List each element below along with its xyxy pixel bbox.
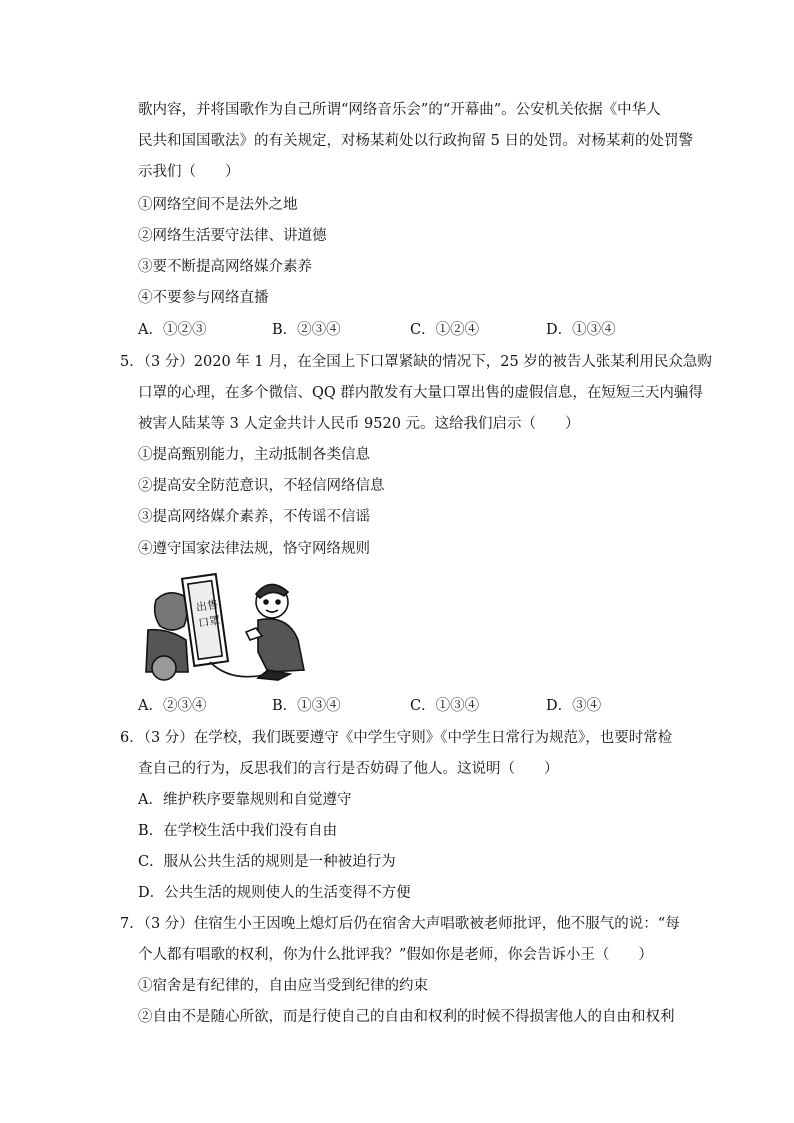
- mask-scam-cartoon: [138, 570, 314, 686]
- q5-option-a: A．②③④: [138, 698, 207, 714]
- q4-statement: ④不要参与网络直播: [138, 290, 269, 306]
- q4-statement: ②网络生活要守法律、讲道德: [138, 228, 327, 244]
- q5-stem-line: 口罩的心理，在多个微信、QQ 群内散发有大量口罩出售的虚假信息，在短短三天内骗得: [138, 385, 703, 401]
- q6-choice-c: C．服从公共生活的规则是一种被迫行为: [138, 854, 396, 870]
- q6-stem-line: 6．（3 分）在学校，我们既要遵守《中学生守则》《中学生日常行为规范》，也要时常检: [120, 730, 673, 746]
- q4-option-b: B．②③④: [272, 322, 341, 338]
- q5-statement: ④遵守国家法律法规，恪守网络规则: [138, 541, 370, 557]
- q7-statement: ②自由不是随心所欲，而是行使自己的自由和权利的时候不得损害他人的自由和权利: [138, 1009, 675, 1025]
- q6-choice-a: A．维护秩序要靠规则和自觉遵守: [138, 792, 352, 808]
- q4-option-c: C．①②④: [410, 322, 480, 338]
- q5-option-b: B．①③④: [272, 698, 341, 714]
- q4-option-a: A．①②③: [138, 322, 207, 338]
- q7-stem-line: 7．（3 分）住宿生小王因晚上熄灯后仍在宿舍大声唱歌被老师批评，他不服气的说：“每: [120, 916, 680, 932]
- q4-statement: ①网络空间不是法外之地: [138, 197, 298, 213]
- q4-stem-line: 民共和国国歌法》的有关规定，对杨某莉处以行政拘留 5 日的处罚。对杨某莉的处罚警: [138, 133, 693, 149]
- q5-statement: ②提高安全防范意识，不轻信网络信息: [138, 478, 385, 494]
- sign-text-2: 口罩: [197, 613, 222, 630]
- q4-option-d: D．①③④: [546, 322, 616, 338]
- q5-stem-line: 被害人陆某等 3 人定金共计人民币 9520 元。这给我们启示（ ）: [138, 416, 580, 432]
- q4-statement: ③要不断提高网络媒介素养: [138, 259, 312, 275]
- q7-stem-line: 个人都有唱歌的权利，你为什么批评我？”假如你是老师，你会告诉小王（ ）: [138, 947, 653, 963]
- q6-stem-line: 查自己的行为，反思我们的言行是否妨碍了他人。这说明（ ）: [138, 761, 559, 777]
- q6-choice-d: D．公共生活的规则使人的生活变得不方便: [138, 885, 411, 901]
- q6-choice-b: B．在学校生活中我们没有自由: [138, 823, 338, 839]
- q7-statement: ①宿舍是有纪律的，自由应当受到纪律的约束: [138, 978, 428, 994]
- q4-stem-line: 示我们（ ）: [138, 164, 240, 180]
- q5-statement: ①提高甄别能力，主动抵制各类信息: [138, 447, 370, 463]
- q5-option-c: C．①③④: [410, 698, 480, 714]
- q4-stem-line: 歌内容，并将国歌作为自己所谓“网络音乐会”的“开幕曲”。公安机关依据《中华人: [138, 102, 661, 118]
- q5-statement: ③提高网络媒介素养，不传谣不信谣: [138, 509, 370, 525]
- q5-option-d: D．③④: [546, 698, 602, 714]
- q5-stem-line: 5．（3 分）2020 年 1 月，在全国上下口罩紧缺的情况下，25 岁的被告人张某利用民众急购: [120, 354, 712, 370]
- sign-text-1: 出售: [195, 598, 219, 615]
